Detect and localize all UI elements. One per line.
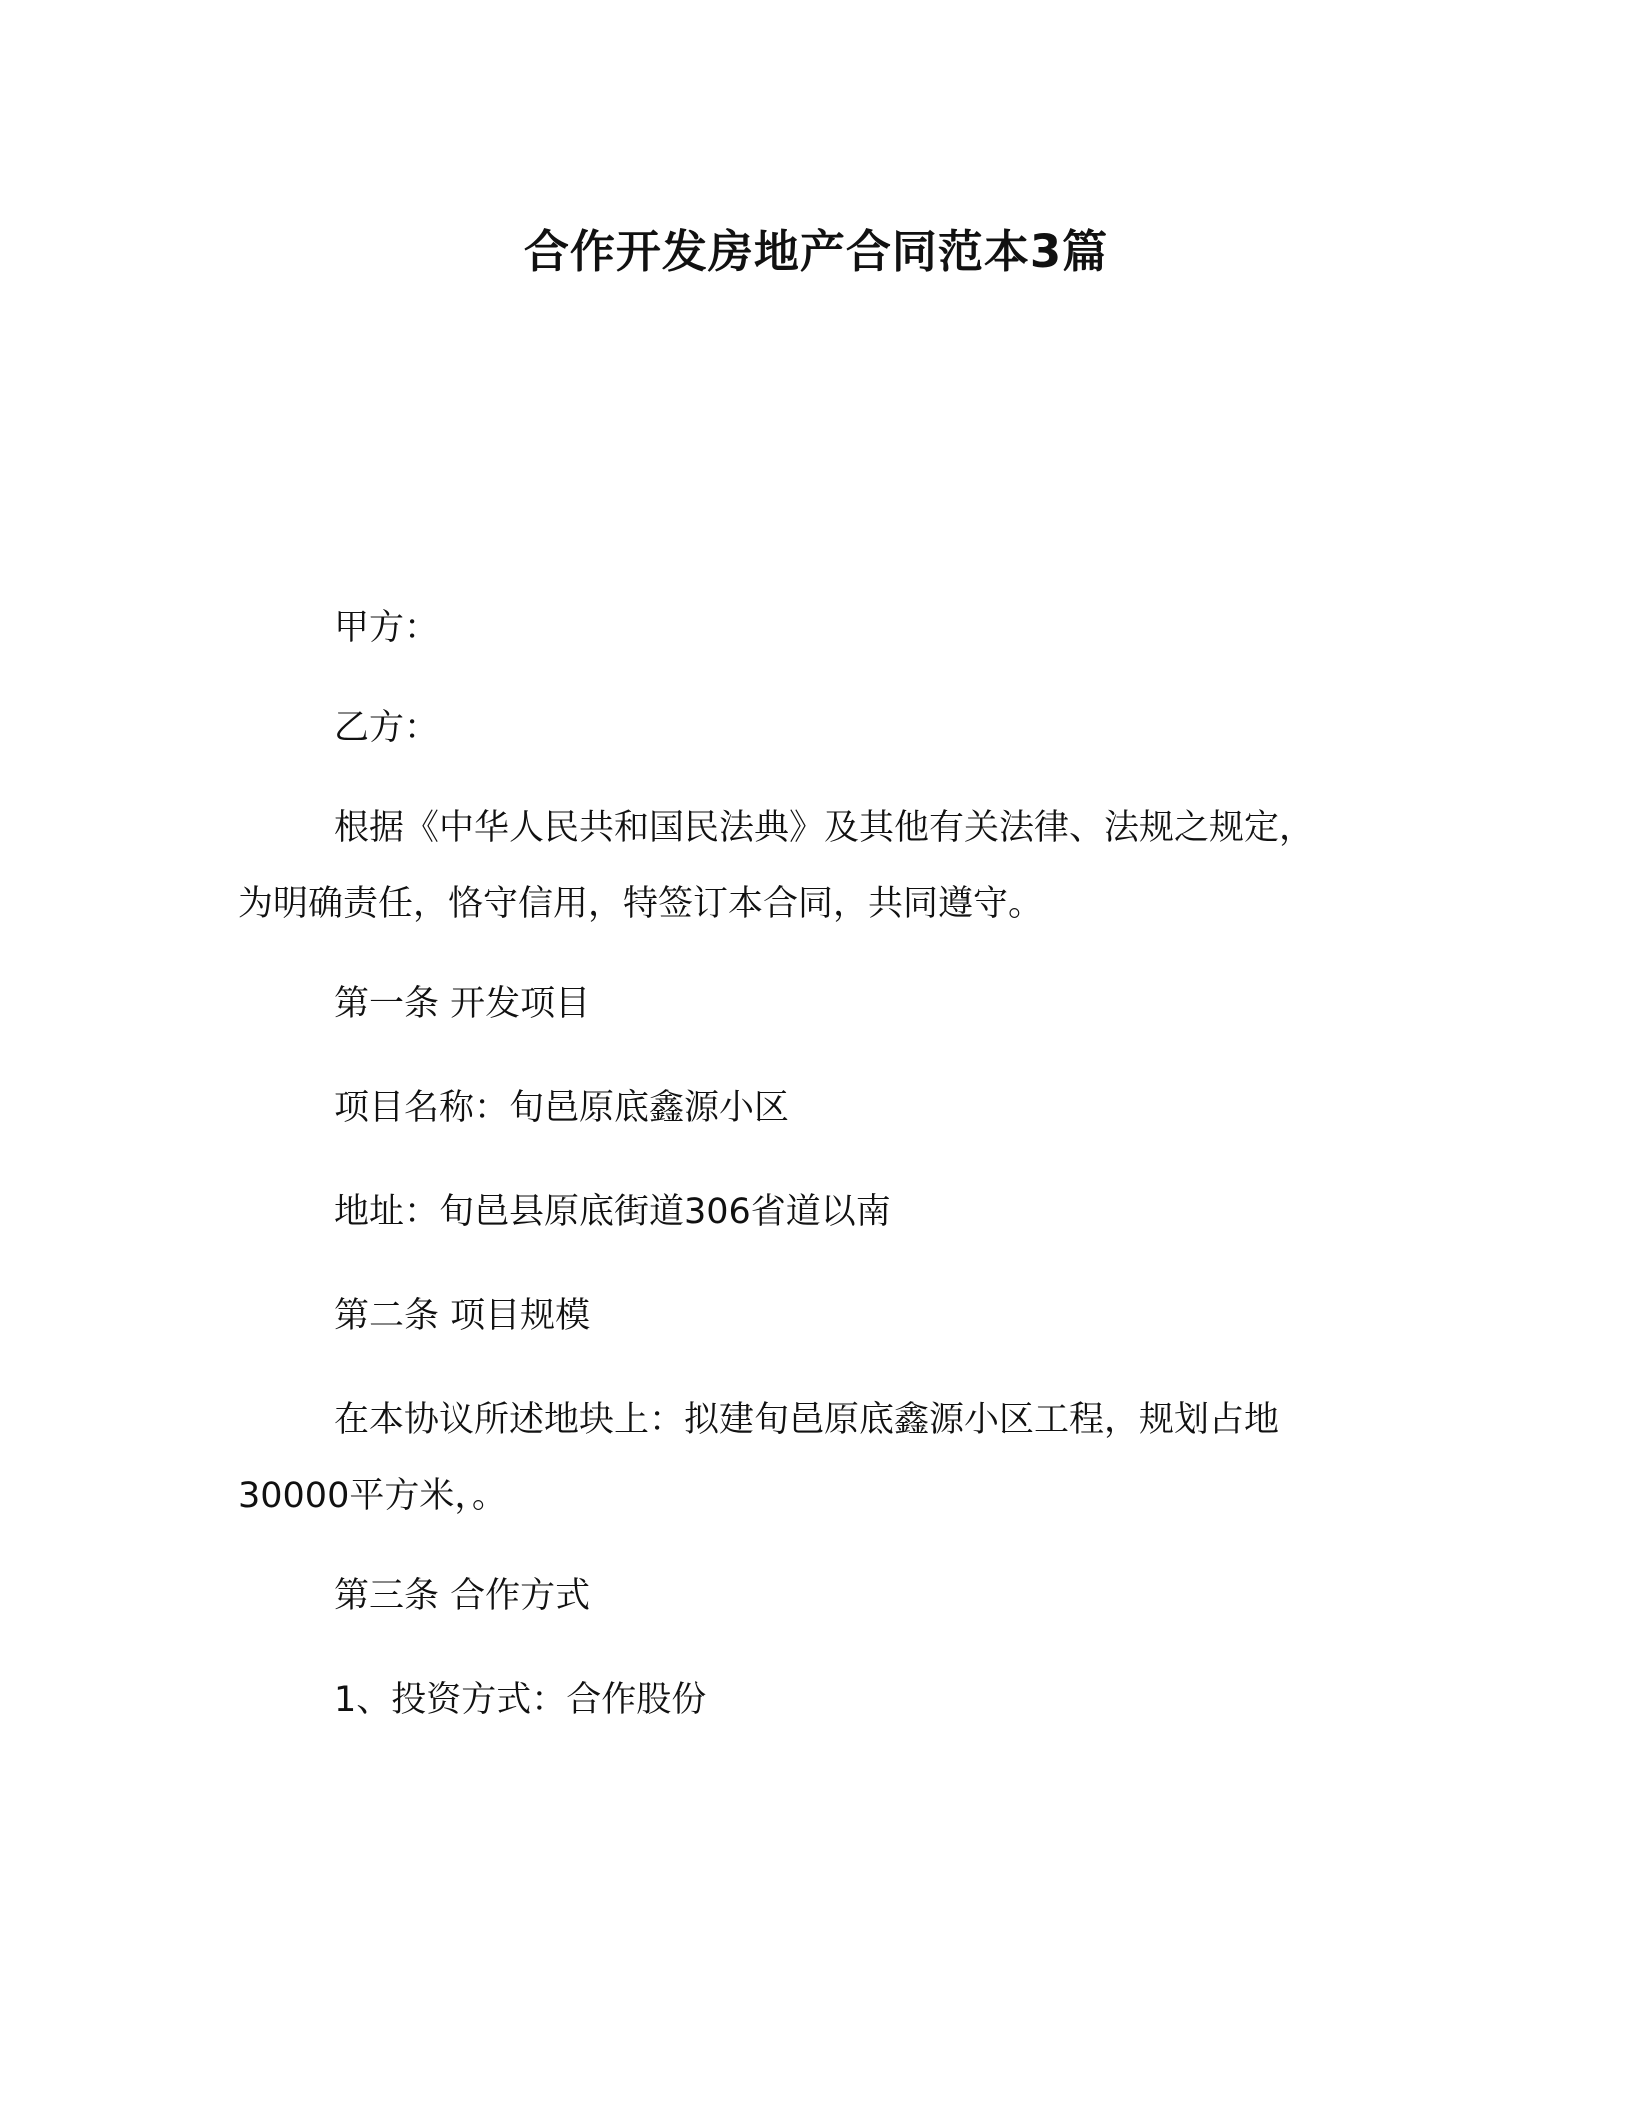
scale-line-1-text: 在本协议所述地块上：拟建旬邑原底鑫源小区工程，规划占地 [334, 1400, 1280, 1440]
scale-line-1 [238, 1382, 1398, 1458]
article-2-heading-text: 第二条 项目规模 [334, 1296, 591, 1336]
article-3-heading [238, 1558, 1398, 1634]
preamble-paragraph [238, 790, 1398, 942]
project-name-text: 项目名称：旬邑原底鑫源小区 [334, 1088, 790, 1128]
scale-line-2: 30000平方米，。 [238, 1476, 507, 1516]
article-2-heading [238, 1278, 1398, 1354]
party-b-text: 乙方： [334, 708, 440, 748]
article-1-heading-text: 第一条 开发项目 [334, 984, 591, 1024]
project-name-line [238, 1070, 1398, 1146]
preamble-line-1-text: 根据《中华人民共和国民法典》及其他有关法律、法规之规定， [334, 808, 1315, 848]
article-1-heading [238, 966, 1398, 1042]
article-3-heading-text: 第三条 合作方式 [334, 1576, 591, 1616]
scale-paragraph [238, 1382, 1398, 1534]
address-line [238, 1174, 1398, 1250]
party-b-label [238, 690, 1398, 766]
address-text: 地址：旬邑县原底街道306省道以南 [334, 1192, 891, 1232]
investment-method-text: 1、投资方式：合作股份 [334, 1680, 707, 1720]
document-title: 合作开发房地产合同范本3篇 [523, 225, 1109, 278]
preamble-line-1 [238, 790, 1398, 866]
party-a-label [238, 590, 1398, 666]
preamble-line-2: 为明确责任，恪守信用，特签订本合同，共同遵守。 [238, 884, 1044, 924]
investment-method-line [238, 1662, 1398, 1738]
party-a-text: 甲方： [334, 608, 440, 648]
